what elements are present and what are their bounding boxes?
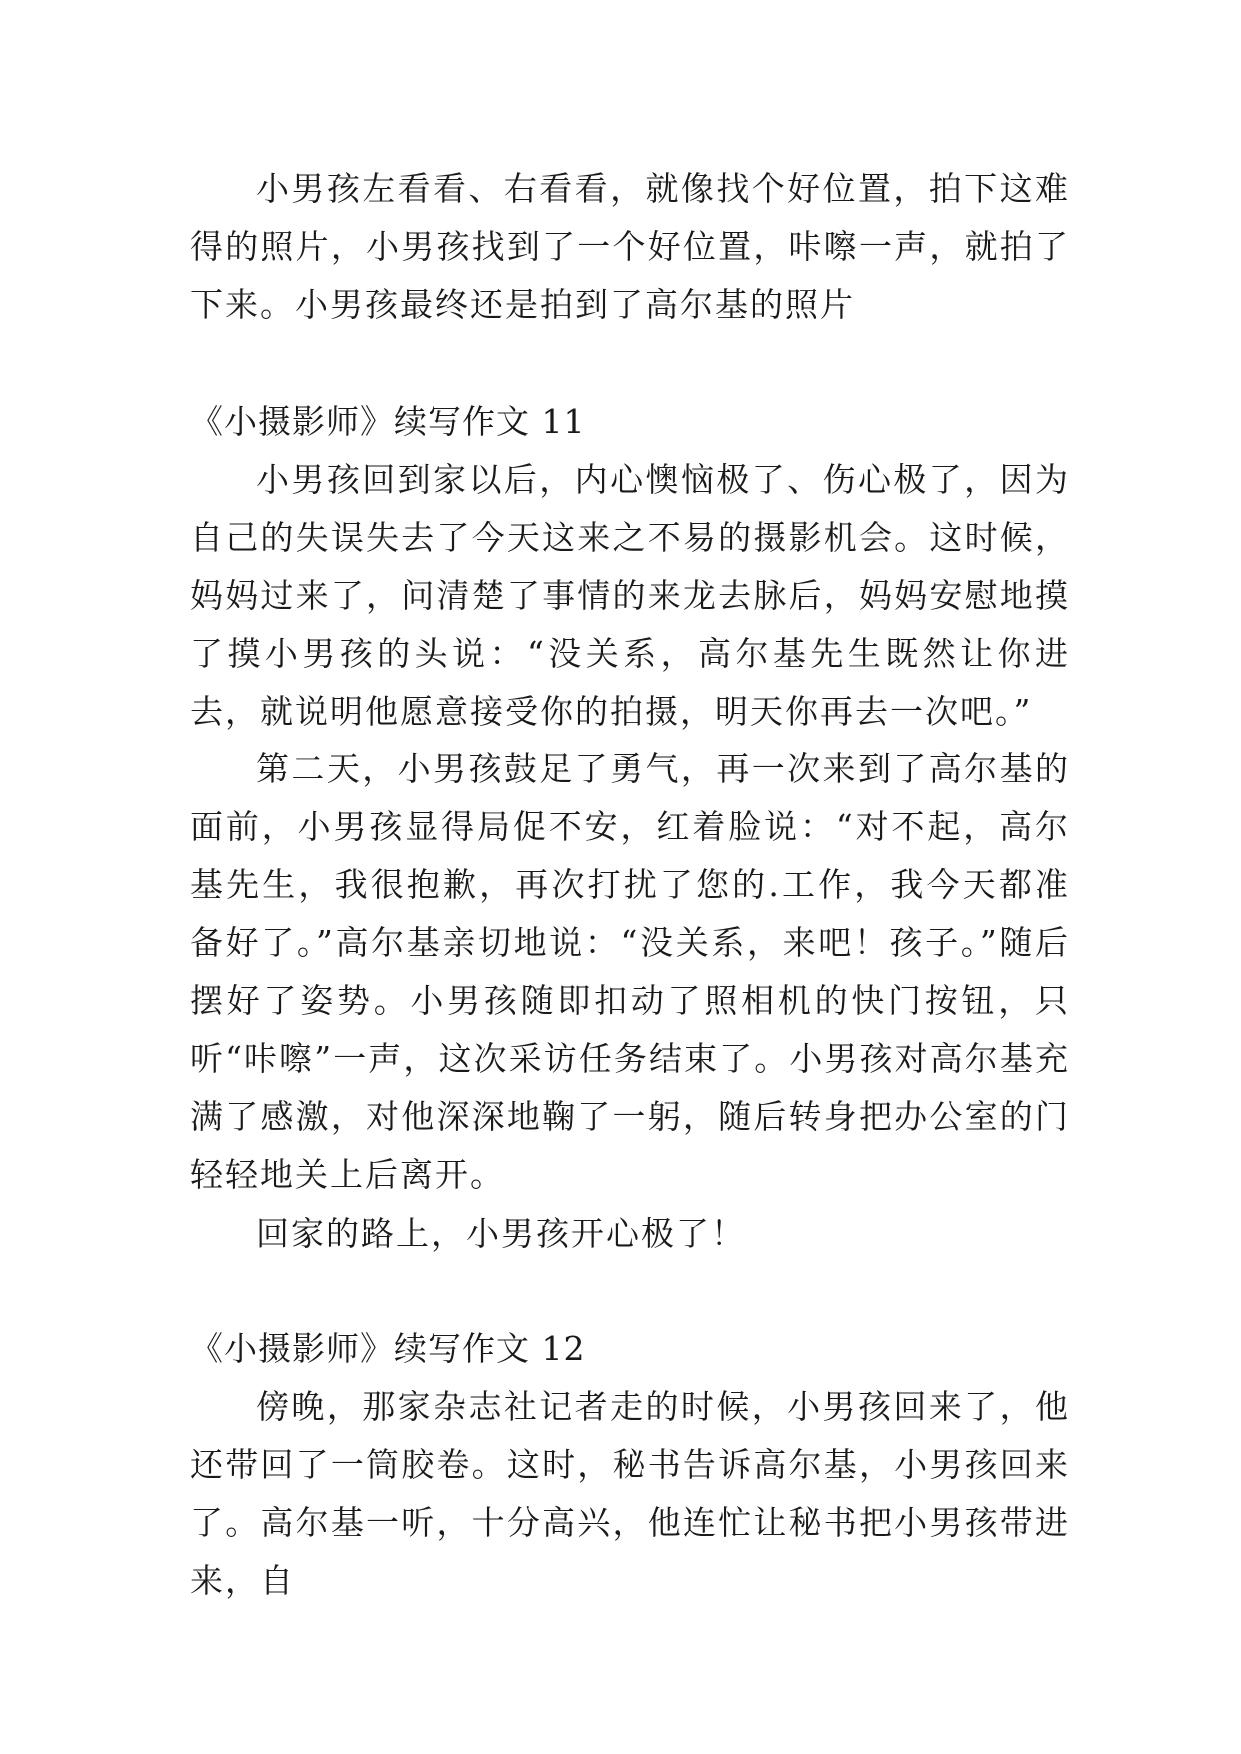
paragraph: 小男孩回到家以后，内心懊恼极了、伤心极了，因为自己的失误失去了今天这来之不易的摄影机会。这时候，妈妈过来了，问清楚了事情的来龙去脉后，妈妈安慰地摸了摸小男孩的头说：“没关系，高尔基先生既然让你进去，就说明他愿意接受你的拍摄，明天你再去一次吧。” <box>190 460 1070 731</box>
section-title-11: 《小摄影师》续写作文 11 <box>190 402 586 441</box>
paragraph: 小男孩左看看、右看看，就像找个好位置，拍下这难得的照片，小男孩找到了一个好位置，咔嚓一声，就拍了下来。小男孩最终还是拍到了高尔基的照片 <box>190 169 1070 324</box>
paragraph: 第二天，小男孩鼓足了勇气，再一次来到了高尔基的面前，小男孩显得局促不安，红着脸说：“对不起，高尔基先生，我很抱歉，再次打扰了您的.工作，我今天都准备好了。”高尔基亲切地说：“没关系，来吧！孩子。”随后摆好了姿势。小男孩随即扣动了照相机的快门按钮，只听“咔嚓”一声，这次采访任务结束了。小男孩对高尔基充满了感激，对他深深地鞠了一躬，随后转身把办公室的门轻轻地关上后离开。 <box>190 749 1070 1194</box>
paragraph: 傍晚，那家杂志社记者走的时候，小男孩回来了，他还带回了一筒胶卷。这时，秘书告诉高尔基，小男孩回来了。高尔基一听，十分高兴，他连忙让秘书把小男孩带进来，自 <box>190 1387 1070 1600</box>
section-title-12: 《小摄影师》续写作文 12 <box>190 1329 586 1368</box>
paragraph: 回家的路上，小男孩开心极了！ <box>256 1214 746 1253</box>
